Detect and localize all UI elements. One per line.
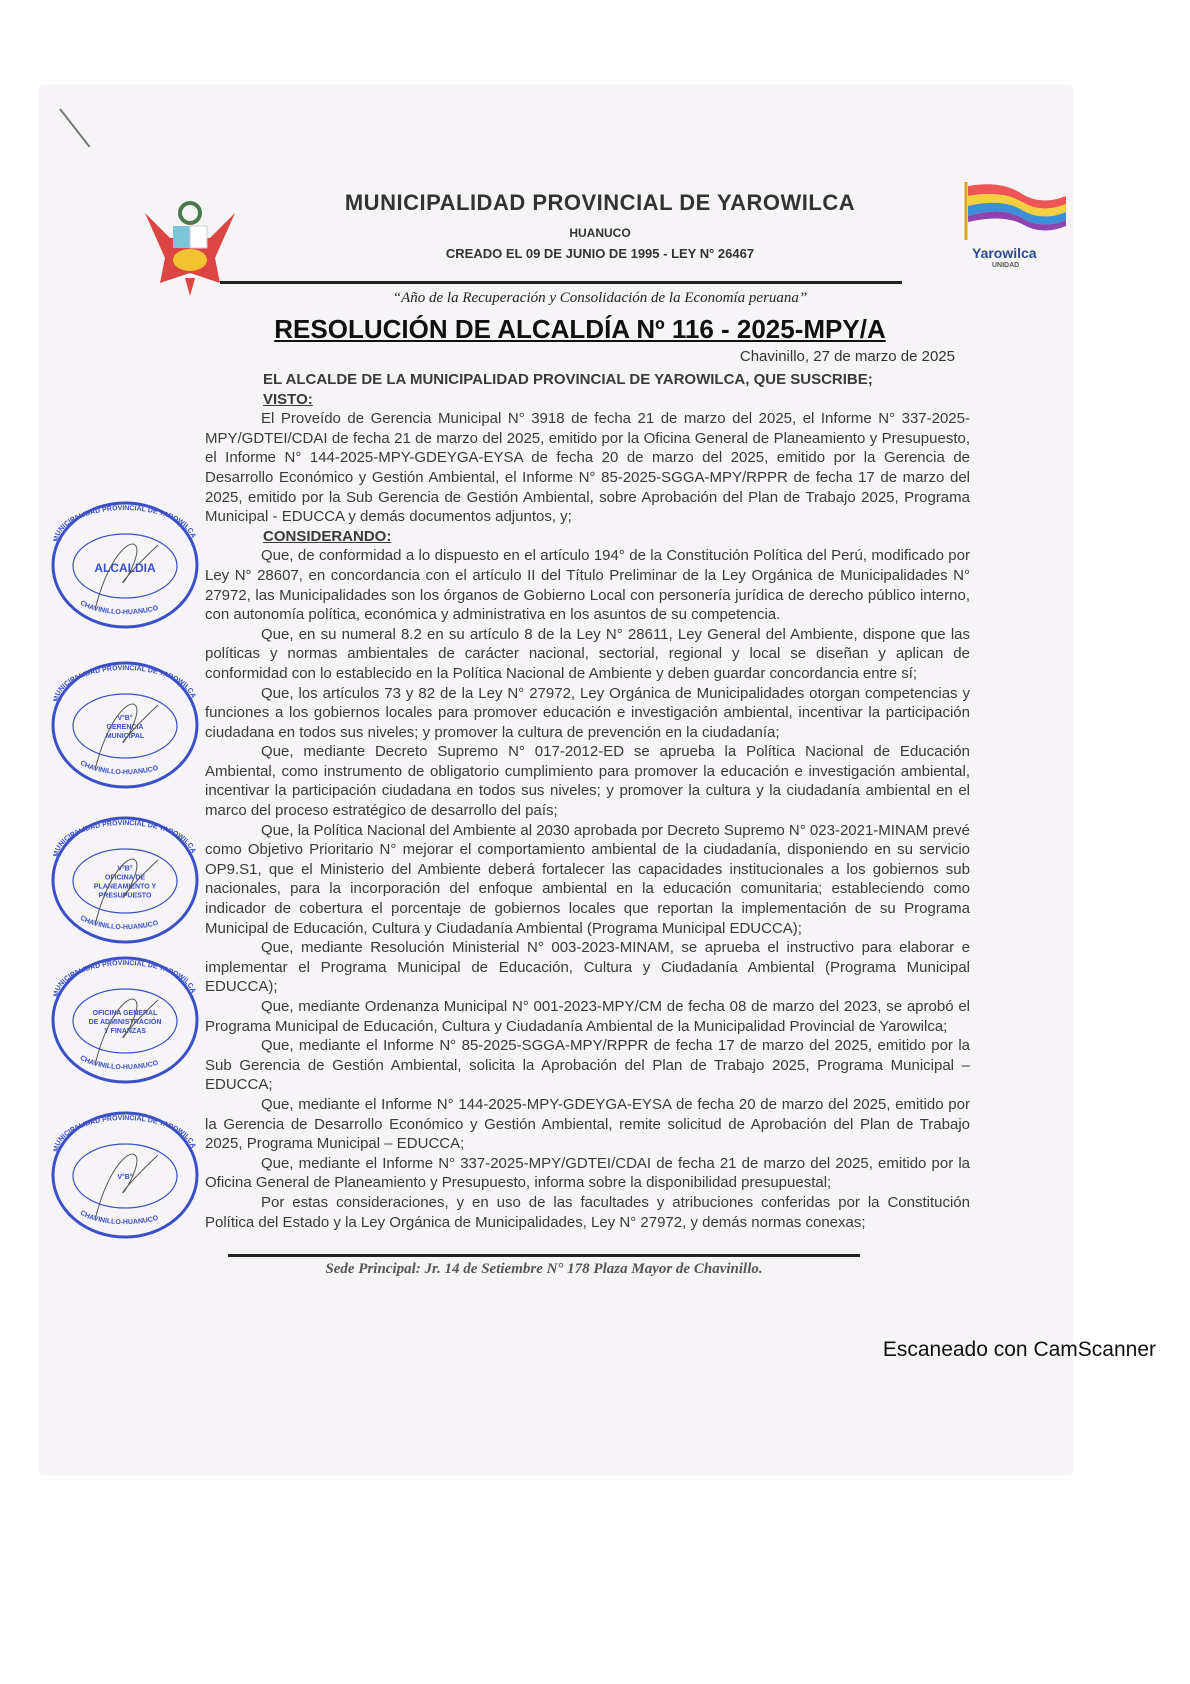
official-stamp: [50, 660, 200, 790]
official-stamp: [50, 500, 200, 630]
considerando-paragraph: Por estas consideraciones, y en uso de las facultades y atribuciones conferidas por la Constitución Política del Estado y la Ley Orgánica de Municipalidades, Ley N° 27972, y demás normas conexas;: [205, 1193, 970, 1231]
resolution-body: [205, 370, 970, 1232]
header-divider: [220, 281, 902, 284]
footer-divider: [228, 1254, 860, 1257]
department-name: HUANUCO: [569, 226, 631, 240]
resolution-title: RESOLUCIÓN DE ALCALDÍA Nº 116 - 2025-MPY/A: [274, 314, 886, 344]
svg-text:MUNICIPALIDAD PROVINCIAL DE YA: [53, 820, 197, 857]
considerando-paragraph: Que, los artículos 73 y 82 de la Ley N° 27972, Ley Orgánica de Municipalidades otorgan competencias y funciones a los gobiernos locales para promover educación e investigación ambiental, incentivar la participación ciudadana en todos sus niveles; y promover la cultura de prevención en la ciudadanía;: [205, 684, 970, 741]
stamp-bottom-text: CHAVINILLO-HUANUCO: [78, 1054, 160, 1072]
stamp-center-text: V°B°: [117, 1174, 133, 1181]
considerando-paragraph: Que, la Política Nacional del Ambiente al 2030 aprobada por Decreto Supremo N° 023-2021-MINAM prevé como Objetivo Prioritario N° mejorar el comportamiento ambiental de la ciudadanía, disponiendo en su servicio OP9.S1, que el Ministerio del Ambiente deberá fortalecer las capacidades institucionales a los gobiernos sub nacionales, para la incorporación del enfoque ambiental en la educación comunitaria; estableciendo como indicador de cobertura el porcentaje de gobiernos locales que reportan la implementación de su Programa Municipal de Educación, Cultura y Ciudadanía Ambiental (Programa Municipal EDUCCA);: [205, 821, 970, 937]
official-stamp: [50, 955, 200, 1085]
stamp-center-text: GERENCIA: [106, 724, 144, 731]
svg-text:MUNICIPALIDAD PROVINCIAL DE YA: [53, 960, 197, 997]
considerando-paragraphs: [205, 546, 970, 1232]
stamp-center-text: PLANEAMIENTO Y: [93, 883, 157, 891]
logo-text: Yarowilca: [972, 245, 1037, 261]
stamp-center-text: DE ADMINISTRACIÓN: [88, 1019, 162, 1026]
stamp-bottom-text: CHAVINILLO-HUANUCO: [78, 914, 160, 932]
stamp-bottom-text: CHAVINILLO-HUANUCO: [78, 599, 160, 617]
scanner-watermark: Escaneado con CamScanner: [882, 1338, 1156, 1362]
stamp-center-text: V°B°: [117, 865, 133, 873]
stamp-ring-text: MUNICIPALIDAD PROVINCIAL DE YAROWILCA: [52, 504, 197, 543]
stamp-center-text: PRESUPUESTO: [98, 892, 152, 900]
considerando-paragraph: Que, de conformidad a lo dispuesto en el artículo 194° de la Constitución Política del Perú, modificado por Ley N° 28607, en concordancia con el artículo II del Título Preliminar de la Ley Orgánica de Municipalidades N° 27972, las Municipalidades son los órganos de Gobierno Local con personería jurídica de derecho público interno, con autonomía política, económica y administrativa en los asuntos de su competencia.: [205, 547, 970, 624]
rainbow-flag-icon: [962, 180, 1070, 240]
considerando-paragraph: Que, mediante el Informe N° 85-2025-SGGA-MPY/RPPR de fecha 17 de marzo del 2025, emitido por la Sub Gerencia de Gestión Ambiental, solicita la Aprobación del Plan de Trabajo 2025, Programa Municipal – EDUCCA;: [205, 1037, 970, 1094]
svg-text:MUNICIPALIDAD PROVINCIAL DE YA: [53, 1115, 197, 1152]
stamp-center-text: ALCALDIA: [94, 561, 156, 575]
stamp-ring-text: MUNICIPALIDAD PROVINCIAL DE YAROWILCA: [52, 1114, 197, 1153]
stamp-center-text: OFICINA DE: [104, 874, 146, 882]
considerando-paragraph: Que, mediante el Informe N° 144-2025-MPY-GDEYGA-EYSA de fecha 20 de marzo del 2025, emitido por la Gerencia de Desarrollo Económico y Gestión Ambiental, remite solicitud de Aprobación del Plan de Trabajo 2025, Programa Municipal – EDUCCA;: [205, 1095, 970, 1153]
official-stamp: [50, 1110, 200, 1240]
stamp-bottom-text: CHAVINILLO-HUANUCO: [78, 1209, 160, 1227]
official-stamp: [50, 815, 200, 945]
svg-text:CHAVINILLO-HUANUCO: [79, 760, 160, 776]
intro-line: EL ALCALDE DE LA MUNICIPALIDAD PROVINCIAL DE YAROWILCA, QUE SUSCRIBE;: [263, 371, 873, 388]
stamp-center-text: OFICINA GENERAL: [92, 1010, 158, 1017]
signature-mark: [95, 1154, 158, 1220]
creation-note: CREADO EL 09 DE JUNIO DE 1995 - LEY N° 26467: [445, 246, 755, 261]
stamp-ring-text: MUNICIPALIDAD PROVINCIAL DE YAROWILCA: [52, 664, 197, 703]
year-motto: “Año de la Recuperación y Consolidación de la Economía peruana”: [392, 290, 808, 306]
considerando-paragraph: Que, mediante Ordenanza Municipal N° 001-2023-MPY/CM de fecha 08 de marzo del 2023, se aprobó el Programa Municipal de Educación, Cultura y Ciudadanía Ambiental de la Municipalidad Provincial de Yarowilca;: [205, 998, 970, 1035]
svg-text:MUNICIPALIDAD PROVINCIAL DE YA: [53, 665, 197, 702]
svg-text:CHAVINILLO-HUANUCO: [79, 1210, 160, 1226]
stamp-center-text: MUNICIPAL: [105, 733, 145, 740]
svg-text:MUNICIPALIDAD PROVINCIAL DE YA: [53, 505, 197, 542]
signature-mark: [95, 544, 158, 610]
stamp-center-text: Y FINANZAS: [104, 1028, 146, 1035]
signature-mark: [95, 704, 158, 770]
visto-text: El Proveído de Gerencia Municipal N° 3918 de fecha 21 de marzo del 2025, el Informe N° 337-2025-MPY/GDTEI/CDAI de fecha 21 de marzo del 2025, emitido por la Oficina General de Planeamiento y Presupuesto, el Informe N° 144-2025-MPY-GDEYGA-EYSA de fecha 20 de marzo del 2025, emitido por la Gerencia de Desarrollo Económico y Gestión Ambiental, el Informe N° 85-2025-SGGA-MPY/RPPR de fecha 17 de marzo del 2025, emitido por la Sub Gerencia de Gestión Ambiental, sobre Aprobación del Plan de Trabajo 2025, Programa Municipal - EDUCCA y demás documentos adjuntos, y;: [205, 410, 970, 526]
municipality-name: MUNICIPALIDAD PROVINCIAL DE YAROWILCA: [344, 190, 856, 215]
considerando-heading: CONSIDERANDO:: [263, 527, 392, 545]
considerando-paragraph: Que, en su numeral 8.2 en su artículo 8 de la Ley N° 28611, Ley General del Ambiente, dispone que las políticas y normas ambientales de carácter nacional, sectorial, regional y local se diseñan y aplican de conformidad con lo establecido en la Política Nacional de Ambiente y deben guardar concordancia entre sí;: [205, 625, 970, 682]
stamp-ring-text: MUNICIPALIDAD PROVINCIAL DE YAROWILCA: [52, 819, 197, 858]
footer-address: Sede Principal: Jr. 14 de Setiembre N° 178 Plaza Mayor de Chavinillo.: [325, 1261, 763, 1278]
stamp-ring-text: MUNICIPALIDAD PROVINCIAL DE YAROWILCA: [52, 959, 197, 998]
considerando-paragraph: Que, mediante Decreto Supremo N° 017-2012-ED se aprueba la Política Nacional de Educación Ambiental, como instrumento de obligatorio cumplimiento para promover la educación e investigación ambiental, incentivar la participación ciudadana en todos sus niveles; y promover la cultura y la ciudadanía ambiental en el marco del proceso estratégico de desarrollo del país;: [205, 743, 970, 820]
svg-text:CHAVINILLO-HUANUCO: [79, 1055, 160, 1071]
stamp-center-text: V°B°: [117, 715, 133, 722]
considerando-paragraph: Que, mediante el Informe N° 337-2025-MPY/GDTEI/CDAI de fecha 21 de marzo del 2025, emitido por la Oficina General de Planeamiento y Presupuesto, informa sobre la disponibilidad presupuestal;: [205, 1154, 970, 1192]
visto-heading: VISTO:: [263, 390, 313, 408]
stamp-bottom-text: CHAVINILLO-HUANUCO: [78, 759, 160, 777]
considerando-paragraph: Que, mediante Resolución Ministerial N° 003-2023-MINAM, se aprueba el instructivo para elaborar e implementar el Programa Municipal de Educación, Cultura y Ciudadanía Ambiental (Programa Municipal EDUCCA);: [205, 939, 970, 996]
logo-subtext: UNIDAD: [992, 262, 1020, 269]
yarowilca-logo: [962, 180, 1070, 280]
svg-text:CHAVINILLO-HUANUCO: [79, 600, 160, 616]
resolution-date: Chavinillo, 27 de marzo de 2025: [739, 348, 955, 365]
svg-text:CHAVINILLO-HUANUCO: [79, 915, 160, 931]
